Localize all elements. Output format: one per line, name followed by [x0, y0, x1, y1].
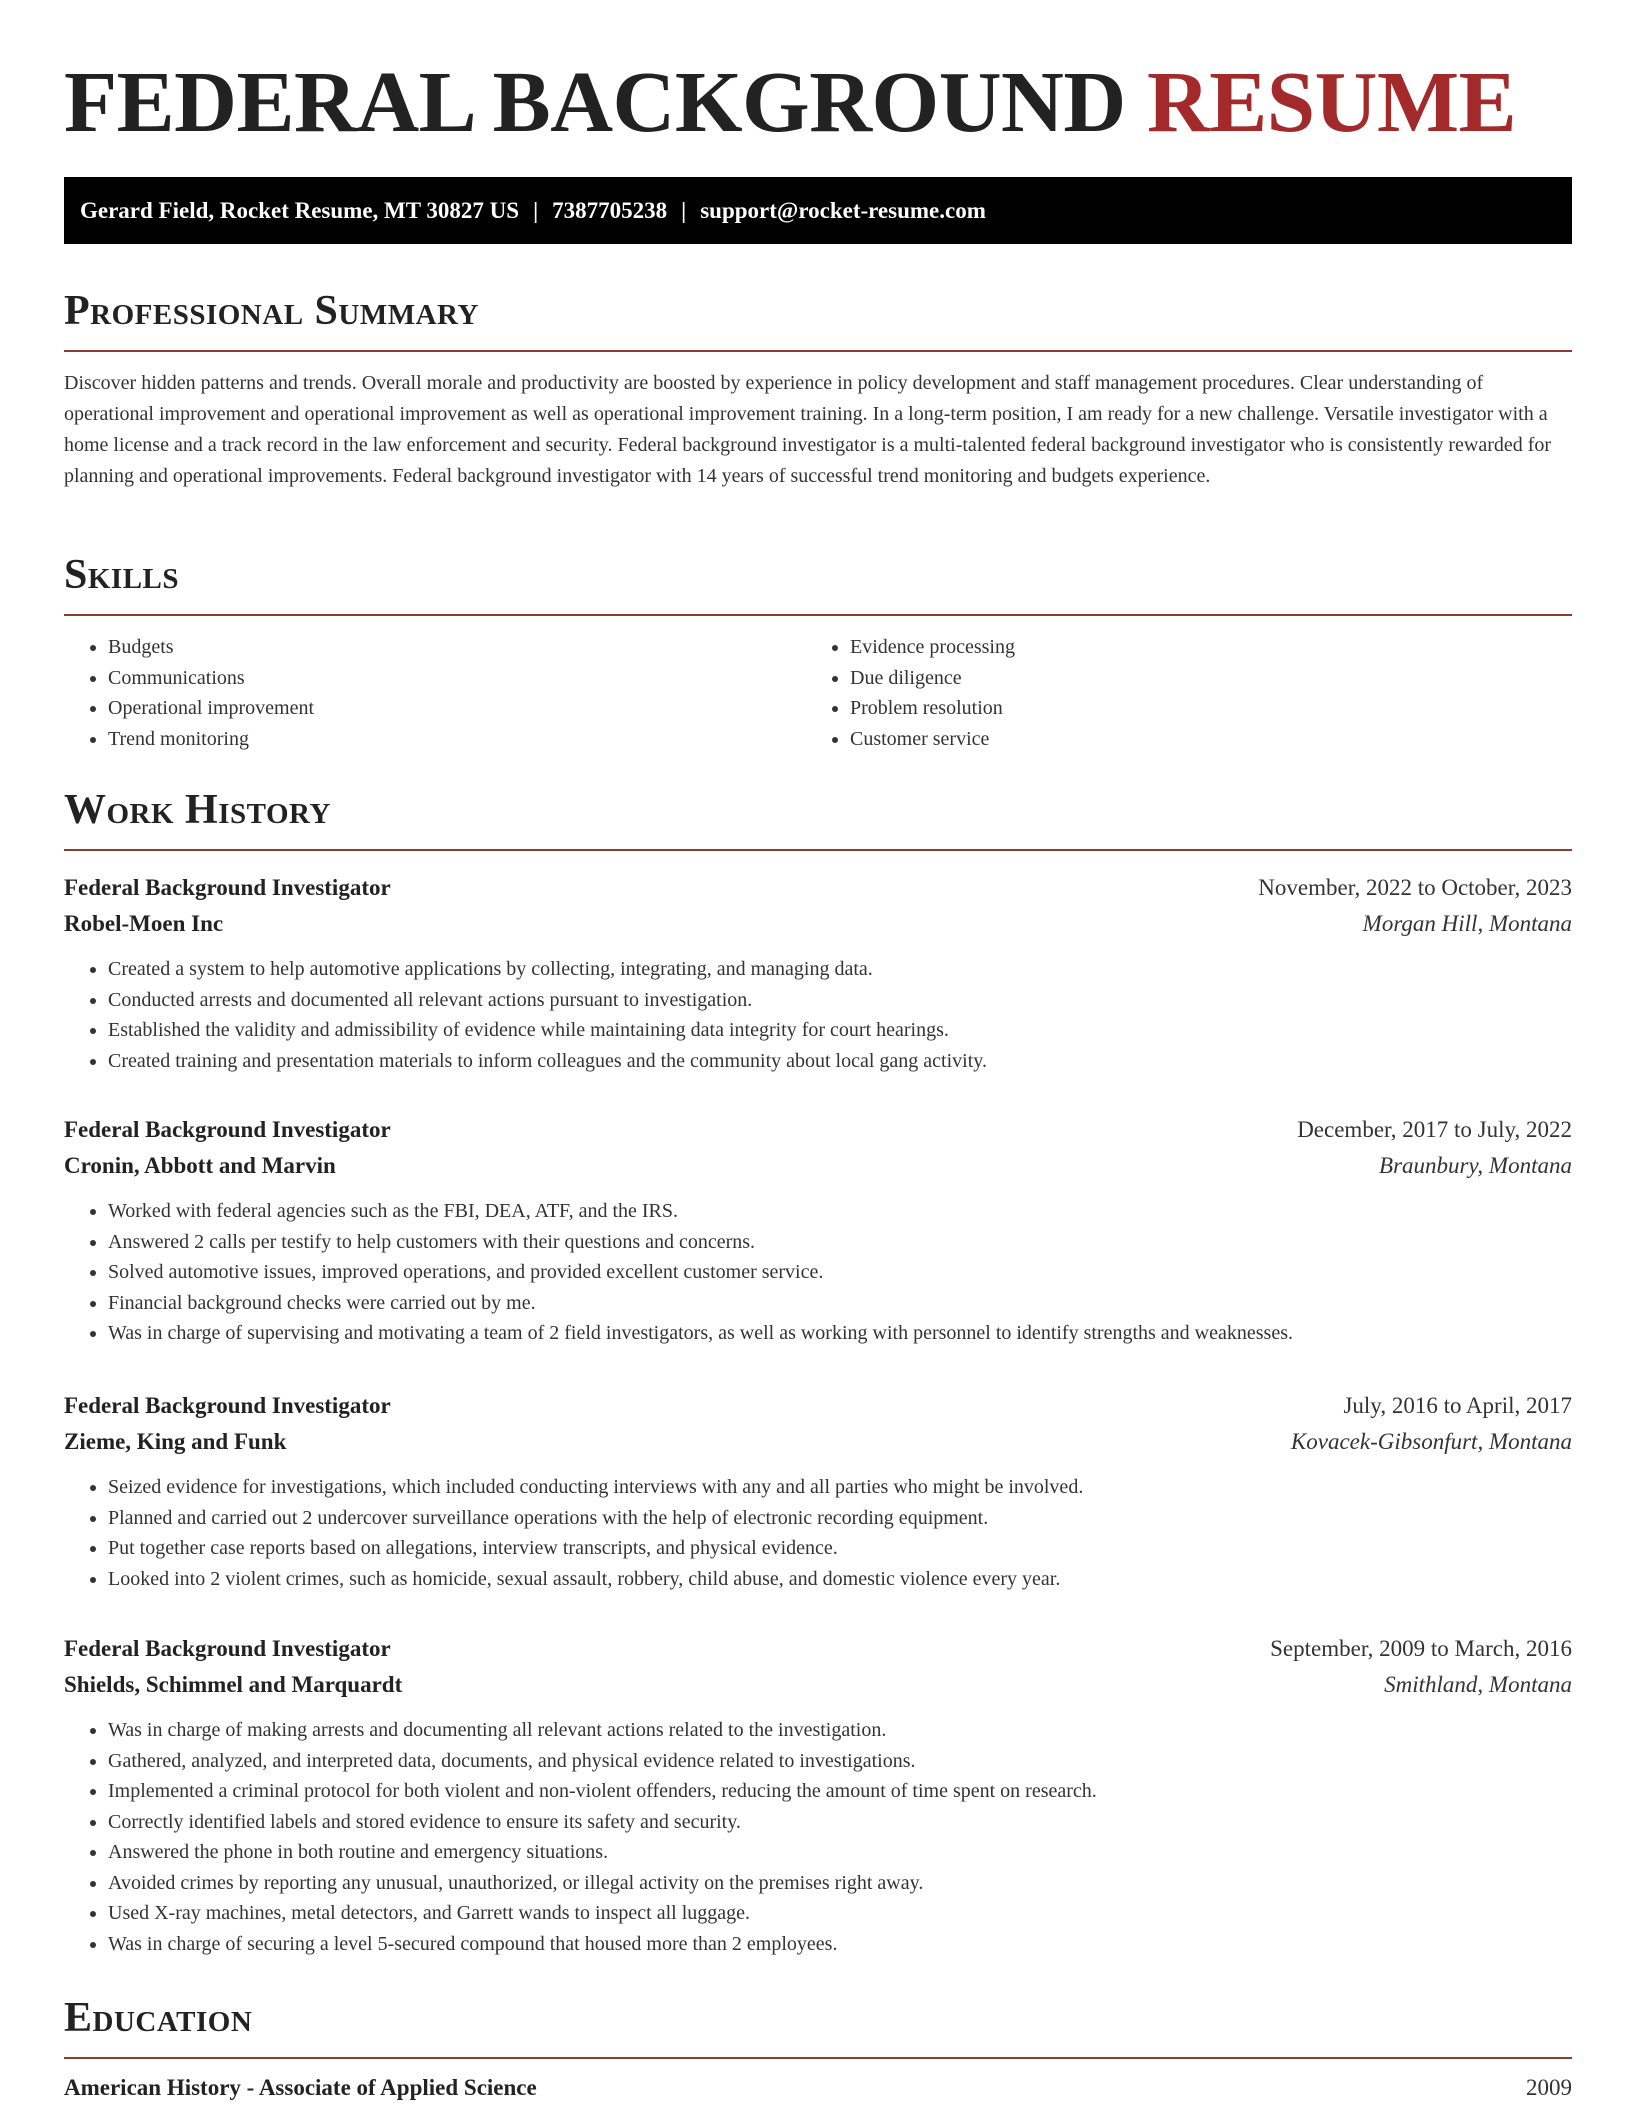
job-subheader-row	[64, 1424, 1572, 1460]
contact-email: support@rocket-resume.com	[700, 198, 986, 223]
job-bullet: • Worked with federal agencies such as the FBI, DEA, ATF, and the IRS.	[108, 1196, 1572, 1227]
job-bullet: • Conducted arrests and documented all relevant actions pursuant to investigation.	[108, 985, 1572, 1016]
skill-item: • Customer service	[850, 724, 1548, 755]
section-divider	[64, 2057, 1572, 2059]
job-company: Cronin, Abbott and Marvin	[64, 1153, 336, 1178]
skill-item: • Communications	[108, 663, 806, 694]
job-bullet: • Established the validity and admissibility of evidence while maintaining data integrity for court hearings.	[108, 1015, 1572, 1046]
job-bullet: • Answered the phone in both routine and emergency situations.	[108, 1837, 1572, 1868]
job-bullets	[64, 1715, 1572, 1959]
job-bullet: • Put together case reports based on allegations, interview transcripts, and physical evidence.	[108, 1533, 1572, 1564]
section-divider	[64, 849, 1572, 851]
job-title: Federal Background Investigator	[64, 875, 391, 900]
job-title: Federal Background Investigator	[64, 1636, 391, 1661]
work-history-heading: Work History	[64, 787, 331, 833]
job-header-row	[64, 1388, 1572, 1424]
job-bullet: • Financial background checks were carried out by me.	[108, 1288, 1572, 1319]
job-bullet: • Planned and carried out 2 undercover surveillance operations with the help of electronic recording equipment.	[108, 1503, 1572, 1534]
contact-address: Gerard Field, Rocket Resume, MT 30827 US	[80, 198, 520, 223]
job-dates: November, 2022 to October, 2023	[1258, 875, 1572, 900]
job-header-row	[64, 870, 1572, 906]
job-bullet: • Was in charge of making arrests and documenting all relevant actions related to the investigation.	[108, 1715, 1572, 1746]
skills-columns	[64, 632, 1572, 754]
skill-item: • Trend monitoring	[108, 724, 806, 755]
summary-section	[64, 284, 1572, 492]
job-header-row	[64, 1112, 1572, 1148]
job-bullet: • Was in charge of supervising and motivating a team of 2 field investigators, as well as working with personnel to identify strengths and weaknesses.	[108, 1318, 1572, 1349]
job-bullet: • Answered 2 calls per testify to help customers with their questions and concerns.	[108, 1227, 1572, 1258]
job-bullet: • Looked into 2 violent crimes, such as homicide, sexual assault, robbery, child abuse, and domestic violence every year.	[108, 1564, 1572, 1595]
skills-list-left	[64, 632, 806, 754]
education-heading: Education	[64, 1995, 253, 2041]
job-dates: July, 2016 to April, 2017	[1343, 1393, 1572, 1418]
job-bullet: • Seized evidence for investigations, which included conducting interviews with any and all parties who might be involved.	[108, 1472, 1572, 1503]
skills-section	[64, 548, 1572, 754]
job-bullet: • Correctly identified labels and stored evidence to ensure its safety and security.	[108, 1807, 1572, 1838]
job-entry	[64, 1388, 1572, 1594]
job-location: Smithland, Montana	[1384, 1672, 1572, 1697]
job-entry	[64, 1631, 1572, 1959]
job-bullets	[64, 1472, 1572, 1594]
job-bullets	[64, 954, 1572, 1076]
job-subheader-row	[64, 906, 1572, 942]
job-company: Zieme, King and Funk	[64, 1429, 287, 1454]
education-row	[64, 2075, 1572, 2101]
job-dates: December, 2017 to July, 2022	[1297, 1117, 1572, 1142]
contact-separator: |	[533, 198, 539, 223]
job-bullet: • Implemented a criminal protocol for both violent and non-violent offenders, reducing the amount of time spent on research.	[108, 1776, 1572, 1807]
education-section	[64, 1991, 1572, 2101]
contact-bar	[64, 177, 1572, 244]
job-subheader-row	[64, 1148, 1572, 1184]
resume-title	[64, 52, 1516, 152]
job-company: Shields, Schimmel and Marquardt	[64, 1672, 403, 1697]
job-location: Morgan Hill, Montana	[1362, 911, 1572, 936]
job-bullet: • Gathered, analyzed, and interpreted data, documents, and physical evidence related to investigations.	[108, 1746, 1572, 1777]
job-title: Federal Background Investigator	[64, 1117, 391, 1142]
job-entry	[64, 1112, 1572, 1349]
job-title: Federal Background Investigator	[64, 1393, 391, 1418]
skills-heading: Skills	[64, 552, 180, 598]
contact-phone: 7387705238	[552, 198, 668, 223]
job-header-row	[64, 1631, 1572, 1667]
title-main: FEDERAL BACKGROUND	[64, 53, 1126, 150]
section-divider	[64, 350, 1572, 352]
section-divider	[64, 614, 1572, 616]
job-dates: September, 2009 to March, 2016	[1270, 1636, 1572, 1661]
skill-item: • Operational improvement	[108, 693, 806, 724]
contact-separator: |	[681, 198, 687, 223]
job-bullet: • Avoided crimes by reporting any unusual, unauthorized, or illegal activity on the premises right away.	[108, 1868, 1572, 1899]
job-bullet: • Created training and presentation materials to inform colleagues and the community about local gang activity.	[108, 1046, 1572, 1077]
job-company: Robel-Moen Inc	[64, 911, 224, 936]
skill-item: • Problem resolution	[850, 693, 1548, 724]
job-bullet: • Was in charge of securing a level 5-secured compound that housed more than 2 employees.	[108, 1929, 1572, 1960]
education-year: 2009	[1526, 2075, 1572, 2100]
job-bullet: • Created a system to help automotive applications by collecting, integrating, and managing data.	[108, 954, 1572, 985]
education-degree: American History - Associate of Applied Science	[64, 2075, 537, 2100]
job-location: Braunbury, Montana	[1379, 1153, 1572, 1178]
job-bullet: • Solved automotive issues, improved operations, and provided excellent customer service.	[108, 1257, 1572, 1288]
job-bullets	[64, 1196, 1572, 1349]
skill-item: • Budgets	[108, 632, 806, 663]
skill-item: • Due diligence	[850, 663, 1548, 694]
summary-text: Discover hidden patterns and trends. Overall morale and productivity are boosted by experience in policy development and staff management procedures. Clear understanding of operational improvement and operational improvement as well as operational improvement training. In a long-term position, I am ready for a new challenge. Versatile investigator with a home license and a track record in the law enforcement and security. Federal background investigator is a multi-talented federal background investigator who is consistently rewarded for planning and operational improvements. Federal background investigator with 14 years of successful trend monitoring and budgets experience.	[64, 372, 1552, 487]
work-history-section	[64, 783, 1572, 851]
skills-list-right	[806, 632, 1548, 754]
skill-item: • Evidence processing	[850, 632, 1548, 663]
job-location: Kovacek-Gibsonfurt, Montana	[1290, 1429, 1572, 1454]
job-entry	[64, 870, 1572, 1076]
job-bullet: • Used X-ray machines, metal detectors, and Garrett wands to inspect all luggage.	[108, 1898, 1572, 1929]
job-subheader-row	[64, 1667, 1572, 1703]
summary-heading: Professional Summary	[64, 288, 479, 334]
title-accent: RESUME	[1146, 53, 1517, 150]
